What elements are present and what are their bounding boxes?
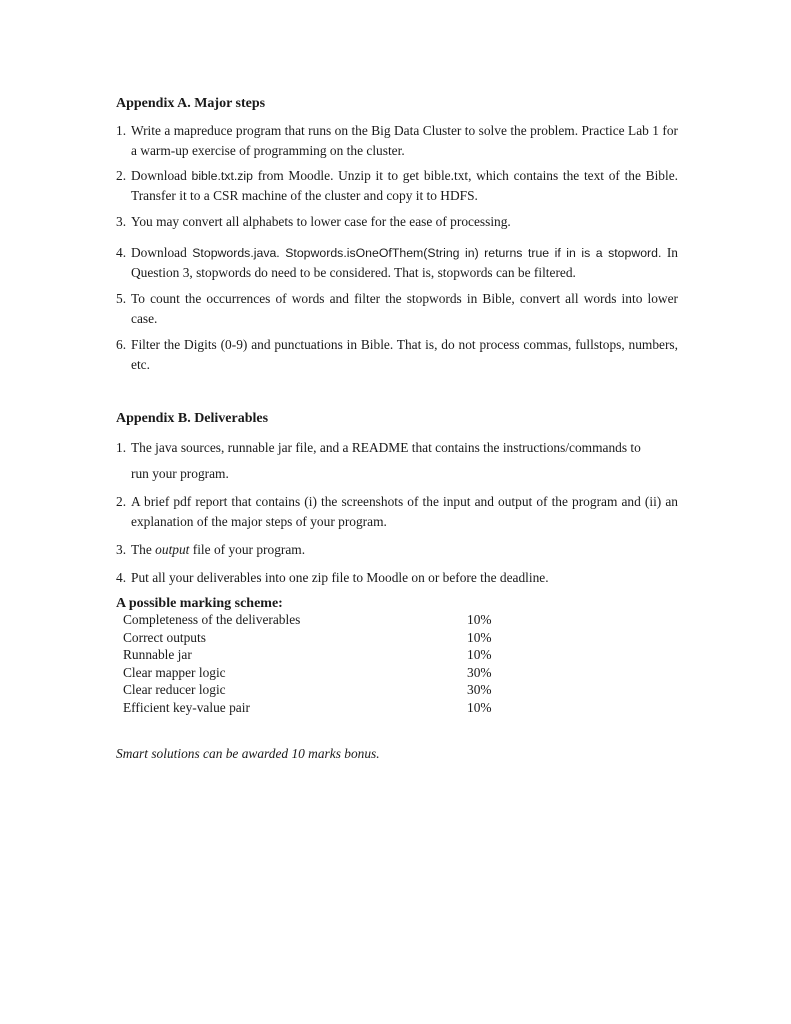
appendix-b-heading: Appendix B. Deliverables xyxy=(116,411,269,426)
appendix-a-item-2 xyxy=(116,166,678,206)
appendix-b-item-3 xyxy=(116,540,678,560)
item-text-post: In Question 3, stopwords do need to be considered. That is, stopwords can be filtered. xyxy=(131,245,678,280)
item-text: The java sources, runnable jar file, and a README that contains the instructions/commands to xyxy=(131,440,641,455)
output-emphasis: output xyxy=(155,542,190,557)
item-text-pre: Download xyxy=(131,168,192,183)
table-row xyxy=(123,630,503,648)
criterion: Efficient key-value pair xyxy=(123,699,250,715)
item-text: You may convert all alphabets to lower case for the ease of processing. xyxy=(131,214,511,229)
marking-scheme-table xyxy=(123,612,503,717)
appendix-a-heading: Appendix A. Major steps xyxy=(116,96,266,111)
appendix-a-item-5 xyxy=(116,289,678,329)
stopwords-code: Stopwords.java. Stopwords.isOneOfThem(String in) returns true if in is a stopword. xyxy=(192,246,662,260)
item-text-continued: run your program. xyxy=(131,466,229,481)
item-number: 1. xyxy=(116,123,127,138)
item-text: To count the occurrences of words and filter the stopwords in Bible, convert all words into lower case. xyxy=(131,291,678,326)
item-text-post: file of your program. xyxy=(189,542,306,557)
item-text: Filter the Digits (0-9) and punctuations in Bible. That is, do not process commas, fullstops, numbers, etc. xyxy=(131,337,678,372)
bonus-note: Smart solutions can be awarded 10 marks bonus. xyxy=(116,746,380,761)
criterion: Completeness of the deliverables xyxy=(123,612,301,627)
item-number: 6. xyxy=(116,337,127,352)
item-number: 1. xyxy=(116,440,127,455)
percentage: 10% xyxy=(467,647,492,662)
item-text xyxy=(131,540,678,560)
percentage: 10% xyxy=(467,699,492,715)
percentage: 30% xyxy=(467,682,492,697)
item-number: 3. xyxy=(116,542,127,557)
item-number: 5. xyxy=(116,291,127,306)
percentage: 10% xyxy=(467,629,492,645)
appendix-a-item-4 xyxy=(116,243,678,283)
table-row xyxy=(123,700,503,718)
item-number: 3. xyxy=(116,214,127,229)
item-number: 2. xyxy=(116,168,127,183)
table-row xyxy=(123,647,503,665)
appendix-a-item-6 xyxy=(116,335,678,375)
marking-scheme-heading: A possible marking scheme: xyxy=(116,596,283,611)
appendix-a-item-1 xyxy=(116,121,678,161)
appendix-b-item-1 xyxy=(116,438,678,484)
criterion: Clear reducer logic xyxy=(123,682,226,697)
item-text-post: from Moodle. Unzip it to get bible.txt, which contains the text of the Bible. Transfer it to a CSR machine of the cluster and copy it to HDFS. xyxy=(131,168,678,203)
item-number: 4. xyxy=(116,245,127,260)
percentage: 10% xyxy=(467,612,492,627)
criterion: Runnable jar xyxy=(123,647,192,662)
table-row xyxy=(123,612,503,630)
appendix-b-item-4 xyxy=(116,568,678,588)
appendix-a-item-3 xyxy=(116,212,678,232)
filename-code: bible.txt.zip xyxy=(191,169,253,183)
table-row xyxy=(123,682,503,700)
item-text: Put all your deliverables into one zip file to Moodle on or before the deadline. xyxy=(131,570,549,585)
item-text xyxy=(131,166,678,206)
criterion: Clear mapper logic xyxy=(123,664,226,680)
criterion: Correct outputs xyxy=(123,629,206,645)
appendix-b-item-2 xyxy=(116,492,678,532)
percentage: 30% xyxy=(467,664,492,680)
item-text-pre: Download xyxy=(131,245,193,260)
item-number: 4. xyxy=(116,570,127,585)
item-number: 2. xyxy=(116,494,127,509)
item-text: A brief pdf report that contains (i) the screenshots of the input and output of the program and (ii) an explanation of the major steps of your program. xyxy=(131,494,678,529)
item-text: Write a mapreduce program that runs on the Big Data Cluster to solve the problem. Practice Lab 1 for a warm-up exercise of programming on the cluster. xyxy=(131,123,678,158)
table-row xyxy=(123,665,503,683)
item-text-pre: The xyxy=(131,542,156,557)
item-text xyxy=(131,243,678,283)
